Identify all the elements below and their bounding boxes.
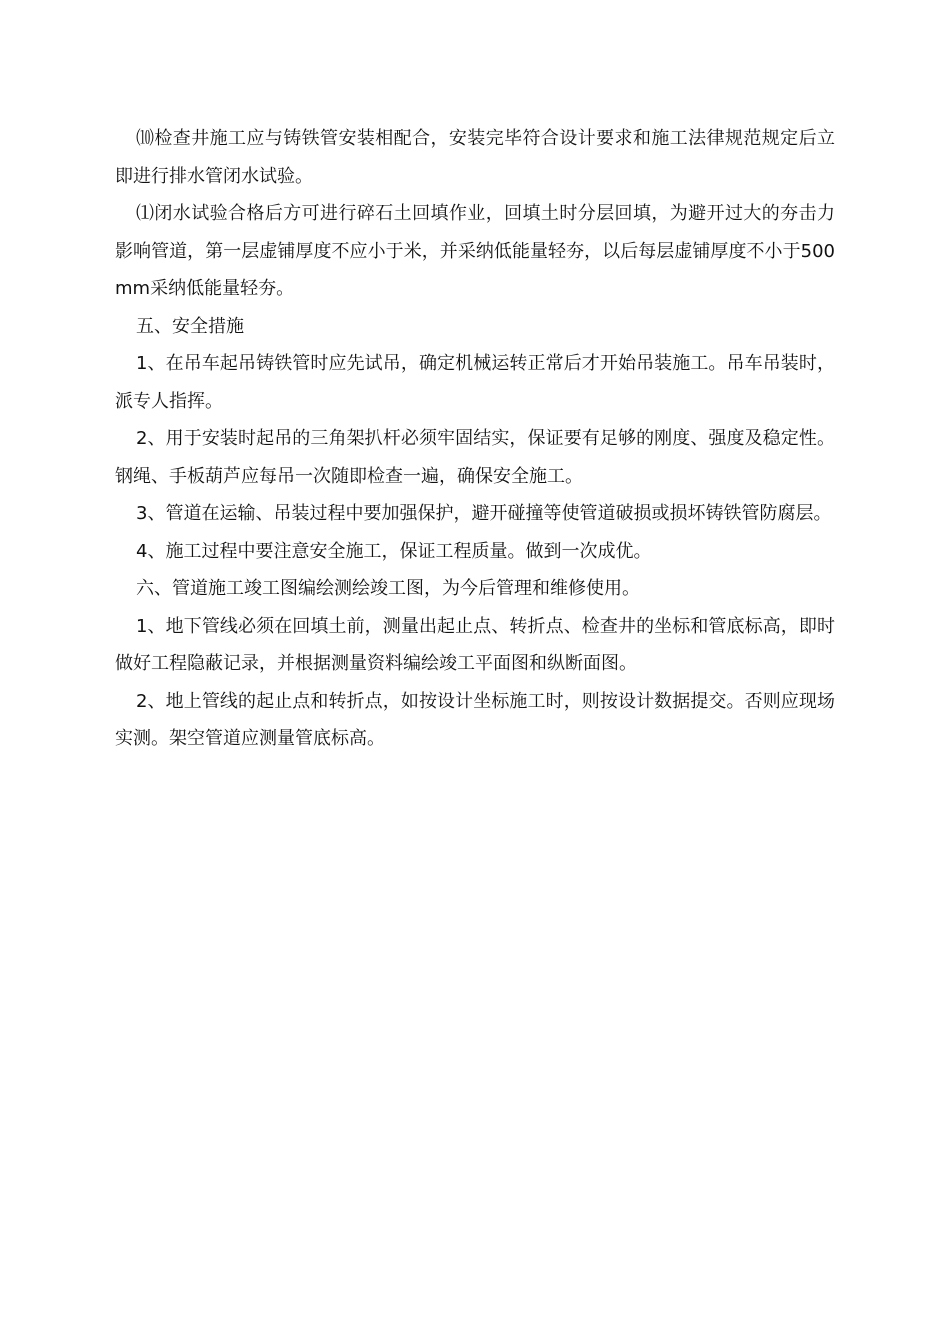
paragraph-safety-4: 4、施工过程中要注意安全施工，保证工程质量。做到一次成优。 bbox=[136, 540, 652, 562]
paragraph-inspection-well: ⑽检查井施工应与铸铁管安装相配合，安装完毕符合设计要求和施工法律规范规定后立即进行排水管闭水试验。 bbox=[115, 128, 835, 187]
section-heading-as-built: 六、管道施工竣工图编绘测绘竣工图，为今后管理和维修使用。 bbox=[136, 578, 640, 599]
document-page bbox=[115, 120, 835, 758]
section-heading-safety: 五、安全措施 bbox=[136, 315, 244, 337]
paragraph-safety-2: 2、用于安装时起吊的三角架扒杆必须牢固结实，保证要有足够的刚度、强度及稳定性。钢绳、手板葫芦应每吊一次随即检查一遍，确保安全施工。 bbox=[115, 428, 835, 487]
paragraph-as-built-2: 2、地上管线的起止点和转折点，如按设计坐标施工时，则按设计数据提交。否则应现场实测。架空管道应测量管底标高。 bbox=[115, 690, 835, 749]
paragraph-as-built-1: 1、地下管线必须在回填土前，测量出起止点、转折点、检查井的坐标和管底标高，即时做好工程隐蔽记录，并根据测量资料编绘竣工平面图和纵断面图。 bbox=[115, 615, 835, 674]
paragraph-safety-3: 3、管道在运输、吊装过程中要加强保护，避开碰撞等使管道破损或损坏铸铁管防腐层。 bbox=[136, 503, 832, 524]
paragraph-backfill: ⑴闭水试验合格后方可进行碎石土回填作业，回填土时分层回填，为避开过大的夯击力影响管道，第一层虚铺厚度不应小于米，并采纳低能量轻夯，以后每层虚铺厚度不小于500mm采纳低能量轻夯。 bbox=[115, 203, 835, 299]
paragraph-safety-1: 1、在吊车起吊铸铁管时应先试吊，确定机械运转正常后才开始吊装施工。吊车吊装时，派专人指挥。 bbox=[115, 353, 835, 412]
